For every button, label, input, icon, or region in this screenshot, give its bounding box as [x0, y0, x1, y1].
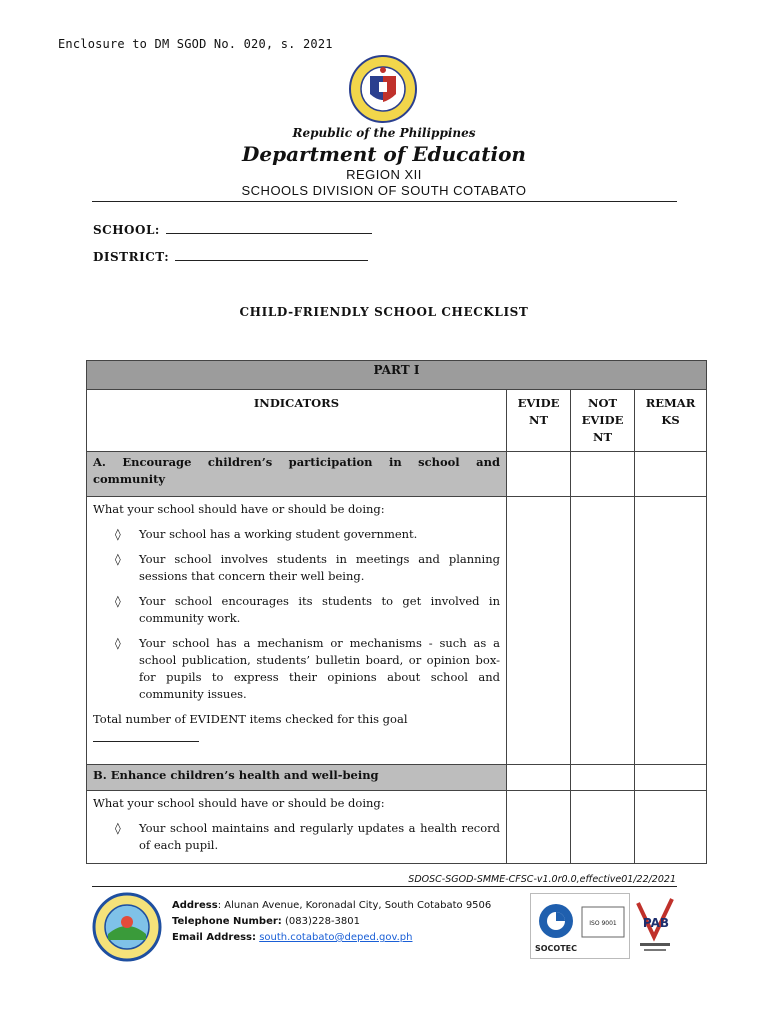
section-b-remarks-cell[interactable]	[635, 765, 707, 791]
checklist-title: CHILD-FRIENDLY SCHOOL CHECKLIST	[239, 305, 529, 319]
region-heading: REGION XII	[346, 167, 422, 182]
list-item: ◊ Your school involves students in meetings and planning sessions that concern their well being.	[115, 552, 500, 583]
section-a-not-evident-items-cell[interactable]	[571, 497, 635, 765]
section-b-heading: B. Enhance children’s health and well-being	[87, 765, 507, 791]
district-blank[interactable]	[175, 248, 368, 261]
section-a-total: Total number of EVIDENT items checked for this goal	[93, 711, 500, 747]
section-a-remarks-cell[interactable]	[635, 452, 707, 497]
column-header-remarks: REMAR KS	[635, 390, 707, 452]
column-header-evident: EVIDE NT	[507, 390, 571, 452]
footer-divider	[92, 886, 677, 887]
section-b-intro: What your school should have or should be doing:	[93, 796, 385, 810]
section-a-evident-cell[interactable]	[507, 452, 571, 497]
section-a-heading: A. Encourage children’s participation in school and community	[87, 452, 507, 497]
phone-line: Telephone Number: (083)228-3801	[172, 916, 361, 927]
school-field	[93, 221, 372, 237]
header-divider	[92, 201, 677, 202]
socotec-label: SOCOTEC	[534, 944, 578, 953]
section-a-evident-items-cell[interactable]	[507, 497, 571, 765]
section-b-remarks-items-cell[interactable]	[635, 791, 707, 864]
iso-label: ISO 9001	[589, 920, 617, 927]
republic-heading: Republic of the Philippines	[292, 126, 476, 140]
list-item: ◊ Your school has a working student government.	[115, 527, 418, 541]
contact-block	[172, 898, 491, 946]
diamond-bullet-icon: ◊	[115, 821, 121, 835]
school-label: SCHOOL:	[93, 223, 160, 237]
enclosure-reference: Enclosure to DM SGOD No. 020, s. 2021	[58, 37, 333, 51]
document-code: SDOSC-SGOD-SMME-CFSC-v1.0r0.0,effective01/22/2021	[408, 874, 676, 885]
pab-label: PAB	[642, 916, 670, 930]
list-item: ◊ Your school maintains and regularly updates a health record of each pupil.	[115, 821, 500, 852]
diamond-bullet-icon: ◊	[115, 527, 121, 541]
address-line: Address: Alunan Avenue, Koronadal City, South Cotabato 9506	[172, 900, 492, 911]
section-b-content	[87, 791, 507, 864]
division-heading: SCHOOLS DIVISION OF SOUTH COTABATO	[241, 183, 527, 198]
district-field	[93, 248, 368, 264]
division-seal-logo	[92, 892, 162, 962]
section-b-not-evident-items-cell[interactable]	[571, 791, 635, 864]
checklist-table	[86, 360, 707, 864]
department-heading: Department of Education	[242, 142, 526, 166]
deped-seal-logo	[346, 54, 420, 124]
email-line: Email Address: south.cotabato@deped.gov.ph	[172, 932, 413, 943]
email-link[interactable]: south.cotabato@deped.gov.ph	[259, 932, 413, 943]
diamond-bullet-icon: ◊	[115, 594, 121, 608]
list-item: ◊ Your school has a mechanism or mechanisms - such as a school publication, students’ bulletin board, or opinion box-for pupils to express their opinions about school and community issues.	[115, 636, 500, 701]
column-header-indicators: INDICATORS	[87, 390, 507, 452]
section-a-total-blank[interactable]	[93, 728, 199, 742]
section-b-not-evident-cell[interactable]	[571, 765, 635, 791]
school-blank[interactable]	[166, 221, 372, 234]
column-header-not-evident: NOT EVIDE NT	[571, 390, 635, 452]
diamond-bullet-icon: ◊	[115, 636, 121, 650]
district-label: DISTRICT:	[93, 250, 170, 264]
section-b-evident-items-cell[interactable]	[507, 791, 571, 864]
section-a-remarks-items-cell[interactable]	[635, 497, 707, 765]
diamond-bullet-icon: ◊	[115, 552, 121, 566]
section-a-intro: What your school should have or should be doing:	[93, 502, 385, 516]
part-header: PART I	[87, 361, 707, 390]
section-a-content	[87, 497, 507, 765]
pab-accreditation-badge	[634, 893, 676, 959]
socotec-certification-badge	[530, 893, 630, 959]
section-b-evident-cell[interactable]	[507, 765, 571, 791]
section-a-not-evident-cell[interactable]	[571, 452, 635, 497]
list-item: ◊ Your school encourages its students to get involved in community work.	[115, 594, 500, 625]
